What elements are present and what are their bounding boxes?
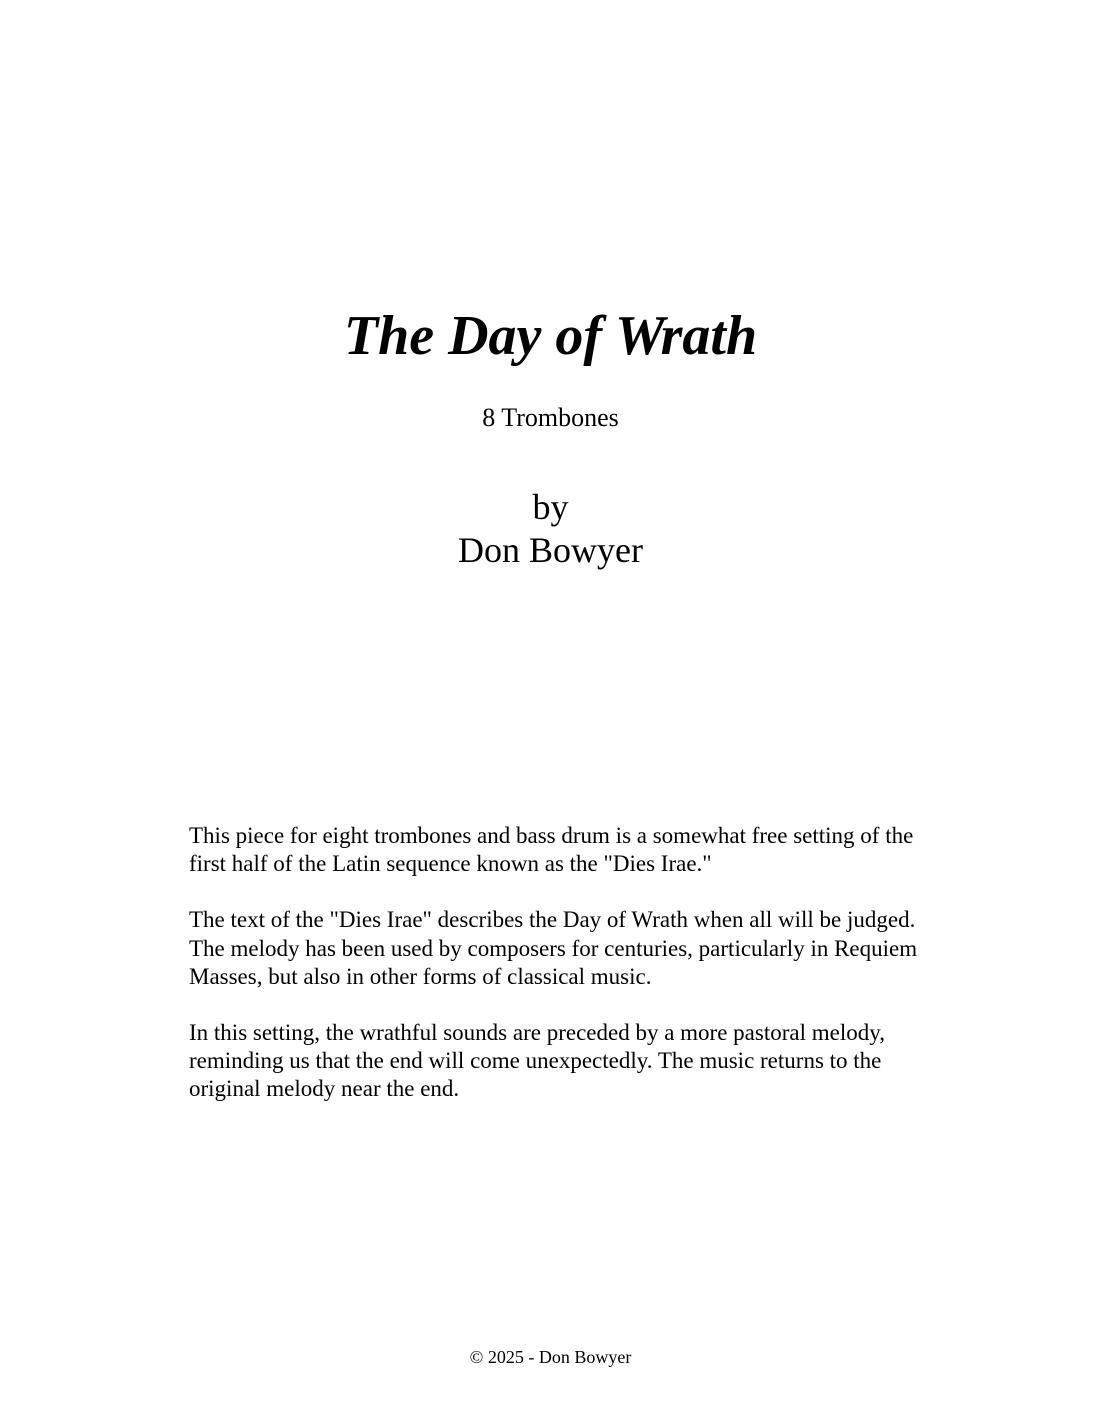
program-note-paragraph: This piece for eight trombones and bass drum is a somewhat free setting of the first half of the Latin sequence known as the "Dies Irae." bbox=[189, 823, 914, 877]
copyright-notice: © 2025 - Don Bowyer bbox=[469, 1347, 632, 1367]
piece-title: The Day of Wrath bbox=[343, 305, 758, 367]
by-label: by bbox=[532, 487, 569, 527]
program-note-paragraph: In this setting, the wrathful sounds are preceded by a more pastoral melody, reminding us that the end will come unexpectedly. The music returns to the original melody near the end. bbox=[189, 1020, 885, 1102]
instrumentation: 8 Trombones bbox=[482, 403, 619, 432]
program-notes bbox=[189, 822, 919, 1132]
program-note-paragraph: The text of the "Dies Irae" describes the Day of Wrath when all will be judged. The melody has been used by composers for centuries, particularly in Requiem Masses, but also in other forms of classical music. bbox=[189, 907, 918, 989]
composer-name: Don Bowyer bbox=[458, 530, 643, 570]
